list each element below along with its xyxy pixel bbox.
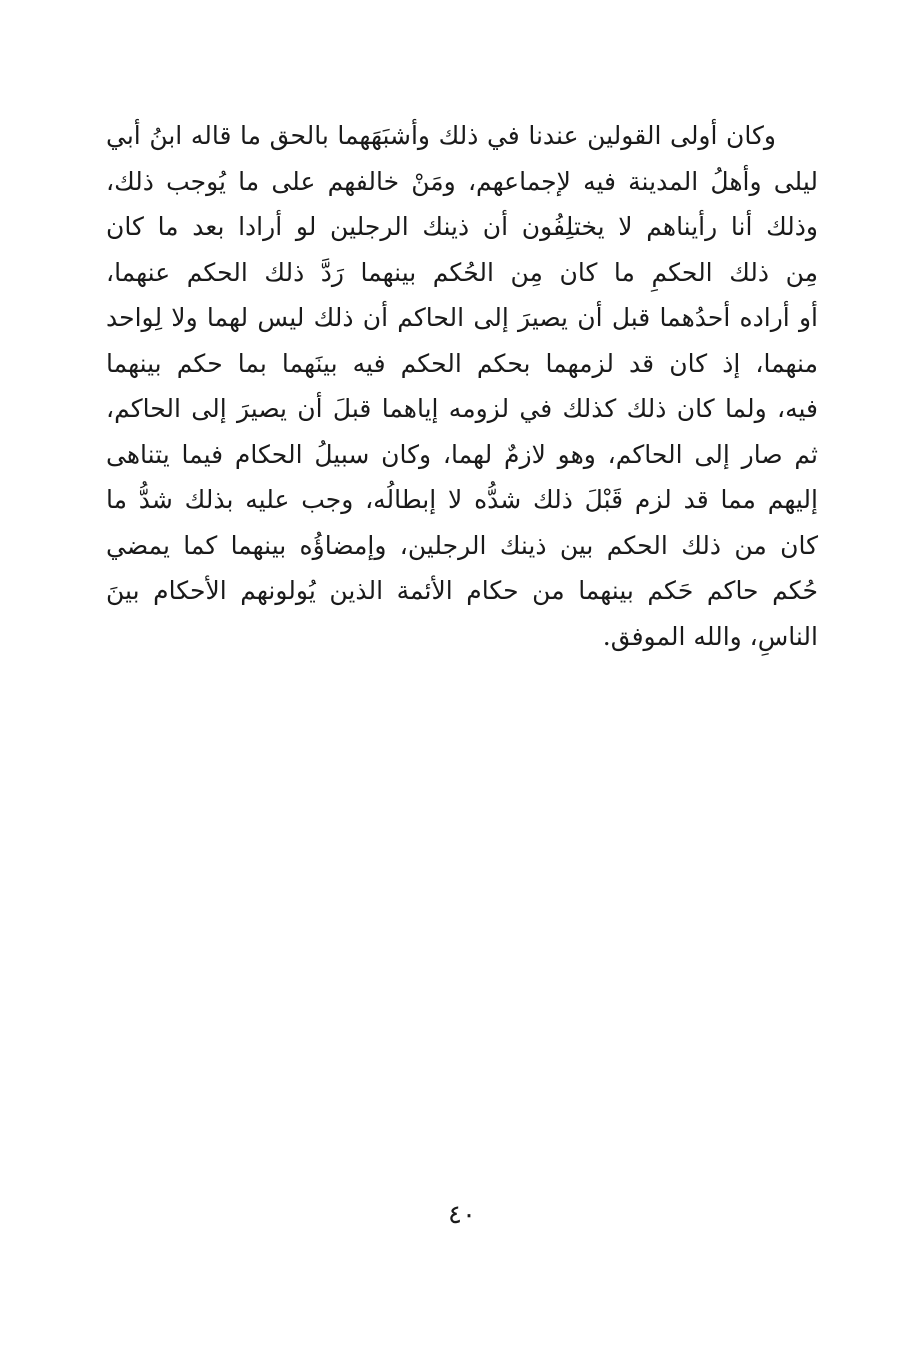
text-line: مِن ذلك الحكمِ ما كان مِن الحُكم بينهما رَدَّ ذلك الحكم عنهما، — [106, 257, 819, 287]
text-line: إليهم مما قد لزم قَبْلَ ذلك شدُّه لا إبطالُه، وجب عليه بذلك شدُّ ما — [106, 485, 818, 514]
text-line: الناسِ، والله الموفق. — [602, 621, 818, 651]
text-line: ليلى وأهلُ المدينة فيه لإجماعهم، ومَنْ خالفهم على ما يُوجب ذلك، — [106, 166, 818, 196]
text-line: ثم صار إلى الحاكم، وهو لازمٌ لهما، وكان سبيلُ الحكام فيما يتناهى — [106, 439, 818, 469]
text-line: حُكم حاكم حَكم بينهما من حكام الأئمة الذين يُولونهم الأحكام بينَ — [106, 576, 818, 605]
page-number: ٤٠ — [448, 1200, 476, 1230]
text-line: أو أراده أحدُهما قبل أن يصيرَ إلى الحاكم أن ذلك ليس لهما ولا لِواحد — [106, 303, 818, 332]
text-line: وكان أولى القولين عندنا في ذلك وأشبَهَهما بالحق ما قاله ابنُ أبي — [106, 121, 776, 150]
text-line: منهما، إذ كان قد لزمهما بحكم الحكم فيه بينَهما بما حكم بينهما — [106, 348, 818, 378]
text-line: وذلك أنا رأيناهم لا يختلِفُون أن ذينك الرجلين لو أرادا بعد ما كان — [106, 212, 818, 241]
text-line: كان من ذلك الحكم بين ذينك الرجلين، وإمضاؤُه بينهما كما يمضي — [106, 530, 818, 560]
body-text — [106, 113, 818, 659]
text-line: فيه، ولما كان ذلك كذلك في لزومه إياهما قبلَ أن يصيرَ إلى الحاكم، — [106, 394, 818, 423]
